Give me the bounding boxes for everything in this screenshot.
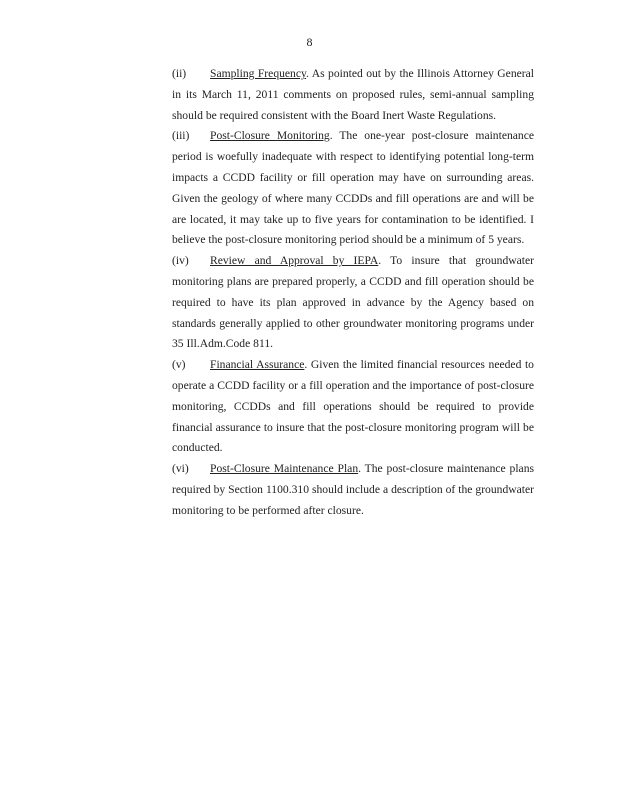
section-heading: Financial Assurance — [210, 358, 305, 372]
section-text: . Given the limited financial resources needed to operate a CCDD facility or a fill operation and the importance of post-closure monitoring, CCDDs and fill operations should be required to provide financial assurance to insure that the post-closure monitoring program will be conducted. — [172, 358, 534, 455]
section-label: (iv) — [172, 254, 189, 268]
section-text: . The one-year post-closure maintenance period is woefully inadequate with respect to identifying potential long-term impacts a CCDD facility or fill operation may have on surrounding areas. Given the geology of where many CCDDs and fill operations are and will be are located, it may take up to five years for contamination to be identified. I believe the post-closure monitoring period should be a minimum of 5 years. — [172, 129, 535, 247]
section-iv — [172, 251, 534, 355]
page-number: 8 — [306, 35, 313, 49]
section-heading: Sampling Frequency — [210, 67, 307, 80]
section-text: . As pointed out by the Illinois Attorney General in its March 11, 2011 comments on proposed rules, semi-annual sampling should be required consistent with the Board Inert Waste Regulations. — [172, 67, 534, 122]
section-v — [172, 355, 534, 459]
section-vi — [172, 459, 534, 521]
document-body — [172, 64, 534, 522]
section-text: . The post-closure maintenance plans required by Section 1100.310 should include a description of the groundwater monitoring to be performed after closure. — [172, 462, 535, 517]
section-heading: Post-Closure Maintenance Plan — [210, 462, 359, 476]
section-heading: Post-Closure Monitoring — [210, 129, 330, 143]
section-label: (v) — [172, 358, 186, 372]
section-heading: Review and Approval by IEPA — [210, 254, 379, 268]
section-label: (vi) — [172, 462, 189, 476]
section-ii — [172, 64, 534, 126]
section-label: (ii) — [172, 67, 187, 80]
section-iii — [172, 126, 534, 251]
section-label: (iii) — [172, 129, 190, 143]
section-text: . To insure that groundwater monitoring plans are prepared properly, a CCDD and fill operation should be required to have its plan approved in advance by the Agency based on standards generally applied to other groundwater monitoring programs under 35 Ill.Adm.Code 811. — [172, 254, 534, 351]
